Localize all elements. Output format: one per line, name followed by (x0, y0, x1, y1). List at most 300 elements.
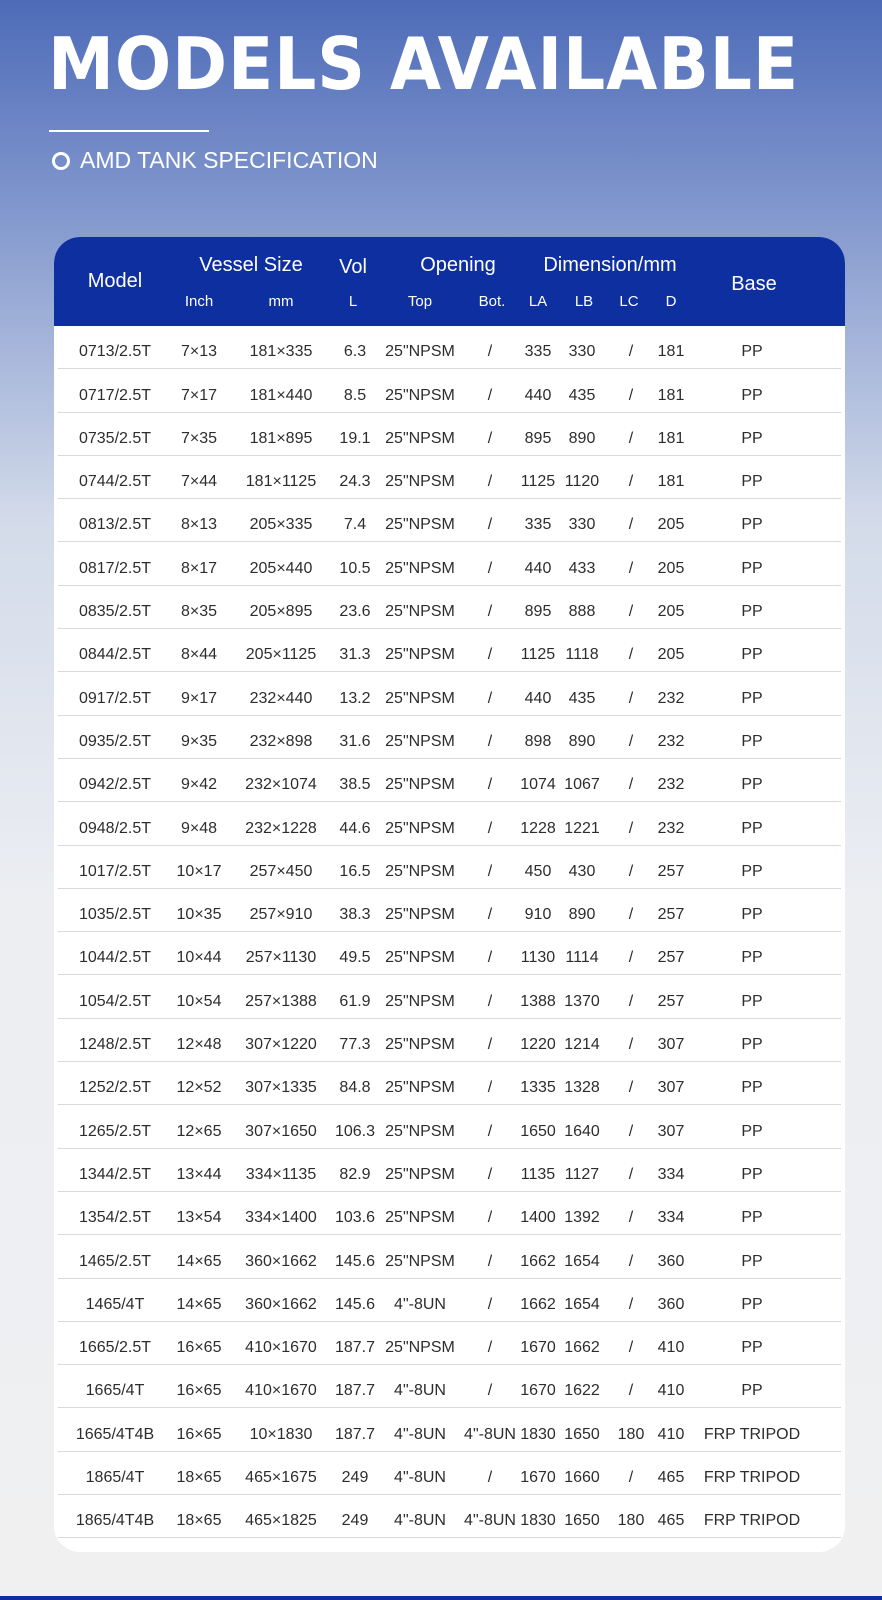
table-row (58, 1192, 841, 1235)
cell-lb: 1654 (564, 1295, 600, 1313)
cell-lb: 890 (568, 429, 596, 447)
cell-bot: / (487, 1209, 493, 1227)
cell-lb: 1650 (564, 1425, 600, 1443)
cell-bot: / (487, 1252, 493, 1270)
cell-la: 895 (524, 429, 552, 447)
cell-bot: / (487, 1165, 493, 1183)
cell-la: 1662 (520, 1295, 556, 1313)
cell-bot: / (487, 473, 493, 491)
cell-d: 232 (657, 732, 685, 750)
cell-model: 1265/2.5T (78, 1122, 152, 1140)
cell-la: 335 (524, 343, 552, 361)
cell-lc: / (628, 689, 634, 707)
bottom-accent-bar (0, 1596, 882, 1600)
cell-d: 465 (657, 1469, 685, 1487)
cell-top: 25"NPSM (385, 386, 455, 404)
cell-top: 4"-8UN (394, 1425, 446, 1443)
cell-bot: / (487, 1079, 493, 1097)
cell-bot: / (487, 1036, 493, 1054)
cell-model: 0744/2.5T (78, 473, 152, 491)
cell-mm: 360×1662 (245, 1295, 317, 1313)
cell-inch: 9×17 (180, 689, 218, 707)
cell-model: 1465/4T (85, 1295, 145, 1313)
cell-model: 1252/2.5T (78, 1079, 152, 1097)
cell-la: 440 (524, 386, 552, 404)
cell-lc: / (628, 1252, 634, 1270)
cell-model: 0835/2.5T (78, 603, 152, 621)
cell-lb: 1127 (564, 1165, 600, 1183)
cell-base: PP (741, 906, 763, 924)
cell-mm: 232×898 (249, 732, 313, 750)
cell-d: 334 (657, 1165, 685, 1183)
cell-lb: 1214 (564, 1036, 600, 1054)
cell-base: PP (741, 949, 763, 967)
cell-lb: 1328 (564, 1079, 600, 1097)
cell-lc: / (628, 949, 634, 967)
cell-top: 25"NPSM (385, 1209, 455, 1227)
cell-vol: 23.6 (339, 603, 371, 621)
cell-la: 1662 (520, 1252, 556, 1270)
cell-top: 25"NPSM (385, 906, 455, 924)
cell-model: 1665/4T4B (75, 1425, 155, 1443)
cell-mm: 465×1825 (245, 1512, 317, 1530)
cell-lc: / (628, 1079, 634, 1097)
cell-bot: 4"-8UN (464, 1512, 516, 1530)
cell-model: 1044/2.5T (78, 949, 152, 967)
cell-mm: 307×1335 (245, 1079, 317, 1097)
cell-lb: 1654 (564, 1252, 600, 1270)
cell-lb: 890 (568, 732, 596, 750)
cell-top: 25"NPSM (385, 559, 455, 577)
cell-lc: / (628, 906, 634, 924)
cell-mm: 257×1388 (245, 992, 317, 1010)
cell-lc: / (628, 1339, 634, 1357)
cell-la: 450 (524, 862, 552, 880)
cell-la: 1670 (520, 1339, 556, 1357)
cell-mm: 410×1670 (245, 1382, 317, 1400)
cell-base: PP (741, 559, 763, 577)
cell-d: 205 (657, 559, 685, 577)
cell-base: PP (741, 1382, 763, 1400)
cell-model: 1865/4T4B (75, 1512, 155, 1530)
cell-vol: 187.7 (334, 1339, 376, 1357)
cell-top: 4"-8UN (394, 1512, 446, 1530)
cell-vol: 82.9 (339, 1165, 371, 1183)
cell-vol: 145.6 (334, 1252, 376, 1270)
cell-inch: 16×65 (176, 1339, 222, 1357)
cell-top: 25"NPSM (385, 1252, 455, 1270)
cell-lb: 1120 (564, 473, 600, 491)
cell-mm: 181×895 (249, 429, 313, 447)
cell-base: FRP TRIPOD (703, 1469, 801, 1487)
cell-base: PP (741, 819, 763, 837)
table-row (58, 1365, 841, 1408)
cell-inch: 12×48 (176, 1036, 222, 1054)
table-row (58, 629, 841, 672)
cell-la: 1130 (520, 949, 556, 967)
table-row (58, 1149, 841, 1192)
cell-d: 257 (657, 949, 685, 967)
cell-lc: / (628, 559, 634, 577)
cell-model: 0717/2.5T (78, 386, 152, 404)
cell-top: 25"NPSM (385, 689, 455, 707)
cell-vol: 49.5 (339, 949, 371, 967)
header-vessel-size: Vessel Size (199, 254, 303, 276)
table-row (58, 1452, 841, 1495)
cell-lc: / (628, 992, 634, 1010)
cell-inch: 7×13 (180, 343, 218, 361)
cell-lb: 330 (568, 343, 596, 361)
cell-inch: 12×65 (176, 1122, 222, 1140)
cell-lb: 1392 (564, 1209, 600, 1227)
cell-lb: 1370 (564, 992, 600, 1010)
cell-lc: / (628, 386, 634, 404)
cell-lc: / (628, 429, 634, 447)
cell-inch: 10×44 (176, 949, 222, 967)
cell-top: 25"NPSM (385, 1122, 455, 1140)
cell-lc: / (628, 862, 634, 880)
cell-base: PP (741, 992, 763, 1010)
ring-bullet-icon (52, 152, 70, 170)
cell-d: 232 (657, 776, 685, 794)
cell-inch: 8×35 (180, 603, 218, 621)
table-row (58, 456, 841, 499)
cell-vol: 38.5 (339, 776, 371, 794)
cell-d: 360 (657, 1252, 685, 1270)
cell-la: 1670 (520, 1382, 556, 1400)
cell-base: PP (741, 386, 763, 404)
cell-lb: 1662 (564, 1339, 600, 1357)
header-model: Model (87, 270, 143, 292)
table-row (58, 802, 841, 845)
cell-base: FRP TRIPOD (703, 1512, 801, 1530)
subtitle-text: AMD TANK SPECIFICATION (80, 147, 378, 173)
cell-inch: 8×17 (180, 559, 218, 577)
cell-model: 0817/2.5T (78, 559, 152, 577)
cell-d: 205 (657, 516, 685, 534)
cell-vol: 10.5 (339, 559, 371, 577)
cell-base: PP (741, 1036, 763, 1054)
cell-top: 4"-8UN (394, 1469, 446, 1487)
cell-vol: 6.3 (343, 343, 367, 361)
cell-base: PP (741, 429, 763, 447)
cell-lc: / (628, 343, 634, 361)
cell-d: 410 (657, 1425, 685, 1443)
cell-top: 25"NPSM (385, 732, 455, 750)
cell-d: 205 (657, 603, 685, 621)
cell-vol: 31.6 (339, 732, 371, 750)
cell-top: 25"NPSM (385, 1079, 455, 1097)
cell-la: 1830 (520, 1512, 556, 1530)
cell-la: 895 (524, 603, 552, 621)
table-row (58, 846, 841, 889)
cell-vol: 187.7 (334, 1382, 376, 1400)
cell-base: FRP TRIPOD (703, 1425, 801, 1443)
cell-d: 257 (657, 862, 685, 880)
cell-d: 307 (657, 1122, 685, 1140)
cell-d: 410 (657, 1339, 685, 1357)
table-row (58, 975, 841, 1018)
cell-mm: 334×1400 (245, 1209, 317, 1227)
cell-vol: 61.9 (339, 992, 371, 1010)
cell-d: 307 (657, 1079, 685, 1097)
header-mm: mm (268, 293, 294, 310)
table-body (58, 326, 841, 1538)
table-row (58, 1408, 841, 1451)
cell-lb: 1660 (564, 1469, 600, 1487)
cell-vol: 44.6 (339, 819, 371, 837)
cell-la: 1220 (520, 1036, 556, 1054)
cell-top: 25"NPSM (385, 603, 455, 621)
table-row (58, 542, 841, 585)
cell-vol: 31.3 (339, 646, 371, 664)
cell-d: 257 (657, 906, 685, 924)
cell-inch: 8×13 (180, 516, 218, 534)
cell-base: PP (741, 1122, 763, 1140)
cell-inch: 18×65 (176, 1512, 222, 1530)
cell-top: 25"NPSM (385, 992, 455, 1010)
cell-lc: / (628, 1122, 634, 1140)
cell-base: PP (741, 1252, 763, 1270)
cell-bot: / (487, 906, 493, 924)
cell-lc: / (628, 776, 634, 794)
cell-mm: 181×1125 (245, 473, 317, 491)
cell-model: 0942/2.5T (78, 776, 152, 794)
cell-base: PP (741, 473, 763, 491)
cell-vol: 7.4 (343, 516, 367, 534)
cell-bot: 4"-8UN (464, 1425, 516, 1443)
cell-model: 0935/2.5T (78, 732, 152, 750)
cell-bot: / (487, 862, 493, 880)
cell-lc: / (628, 732, 634, 750)
cell-bot: / (487, 1122, 493, 1140)
cell-top: 25"NPSM (385, 1339, 455, 1357)
table-row (58, 1062, 841, 1105)
table-row (58, 1279, 841, 1322)
cell-lc: / (628, 1382, 634, 1400)
cell-mm: 360×1662 (245, 1252, 317, 1270)
cell-top: 25"NPSM (385, 1165, 455, 1183)
cell-inch: 12×52 (176, 1079, 222, 1097)
cell-la: 910 (524, 906, 552, 924)
cell-la: 1135 (520, 1165, 556, 1183)
header-lb: LB (574, 293, 594, 310)
header-base: Base (731, 273, 777, 295)
cell-bot: / (487, 343, 493, 361)
cell-mm: 257×1130 (245, 949, 317, 967)
cell-lb: 1650 (564, 1512, 600, 1530)
header-d: D (665, 293, 677, 310)
cell-lc: / (628, 1036, 634, 1054)
table-row (58, 1235, 841, 1278)
cell-mm: 307×1650 (245, 1122, 317, 1140)
cell-inch: 8×44 (180, 646, 218, 664)
cell-mm: 465×1675 (245, 1469, 317, 1487)
table-row (58, 759, 841, 802)
cell-lc: / (628, 646, 634, 664)
cell-la: 1125 (520, 473, 556, 491)
cell-mm: 232×440 (249, 689, 313, 707)
cell-top: 25"NPSM (385, 1036, 455, 1054)
cell-lc: / (628, 819, 634, 837)
cell-bot: / (487, 386, 493, 404)
cell-mm: 205×1125 (245, 646, 317, 664)
cell-la: 1400 (520, 1209, 556, 1227)
cell-vol: 19.1 (339, 429, 371, 447)
cell-top: 25"NPSM (385, 516, 455, 534)
cell-model: 1054/2.5T (78, 992, 152, 1010)
cell-lc: / (628, 603, 634, 621)
cell-lb: 1622 (564, 1382, 600, 1400)
table-row (58, 672, 841, 715)
table-row (58, 889, 841, 932)
cell-model: 1665/2.5T (78, 1339, 152, 1357)
cell-d: 307 (657, 1036, 685, 1054)
cell-mm: 410×1670 (245, 1339, 317, 1357)
cell-d: 181 (657, 429, 685, 447)
cell-vol: 24.3 (339, 473, 371, 491)
cell-top: 4"-8UN (394, 1295, 446, 1313)
table-row (58, 413, 841, 456)
cell-la: 1125 (520, 646, 556, 664)
cell-lb: 433 (568, 559, 596, 577)
cell-bot: / (487, 1339, 493, 1357)
cell-vol: 249 (341, 1469, 369, 1487)
cell-lc: / (628, 1295, 634, 1313)
cell-la: 1388 (520, 992, 556, 1010)
cell-lc: 180 (617, 1425, 645, 1443)
cell-inch: 13×44 (176, 1165, 222, 1183)
table-row (58, 369, 841, 412)
cell-base: PP (741, 1165, 763, 1183)
cell-model: 1035/2.5T (78, 906, 152, 924)
cell-lc: / (628, 1469, 634, 1487)
cell-inch: 9×35 (180, 732, 218, 750)
cell-bot: / (487, 949, 493, 967)
header-lc: LC (619, 293, 639, 310)
cell-lc: / (628, 473, 634, 491)
cell-la: 1228 (520, 819, 556, 837)
cell-lb: 888 (568, 603, 596, 621)
header-dimension: Dimension/mm (543, 254, 677, 276)
cell-vol: 77.3 (339, 1036, 371, 1054)
cell-vol: 187.7 (334, 1425, 376, 1443)
cell-mm: 181×335 (249, 343, 313, 361)
cell-base: PP (741, 1079, 763, 1097)
cell-bot: / (487, 732, 493, 750)
cell-d: 181 (657, 343, 685, 361)
header-opening: Opening (420, 254, 496, 276)
cell-top: 4"-8UN (394, 1382, 446, 1400)
cell-base: PP (741, 603, 763, 621)
cell-model: 1865/4T (85, 1469, 145, 1487)
header-l: L (348, 293, 358, 310)
cell-model: 1465/2.5T (78, 1252, 152, 1270)
cell-model: 1344/2.5T (78, 1165, 152, 1183)
cell-lb: 435 (568, 386, 596, 404)
cell-model: 1665/4T (85, 1382, 145, 1400)
cell-bot: / (487, 516, 493, 534)
cell-base: PP (741, 343, 763, 361)
cell-lc: / (628, 516, 634, 534)
cell-mm: 232×1074 (245, 776, 317, 794)
cell-d: 465 (657, 1512, 685, 1530)
cell-bot: / (487, 689, 493, 707)
cell-lb: 430 (568, 862, 596, 880)
cell-la: 440 (524, 689, 552, 707)
cell-model: 1248/2.5T (78, 1036, 152, 1054)
cell-vol: 106.3 (334, 1122, 376, 1140)
cell-lc: 180 (617, 1512, 645, 1530)
cell-d: 334 (657, 1209, 685, 1227)
cell-mm: 205×895 (249, 603, 313, 621)
cell-base: PP (741, 1295, 763, 1313)
cell-mm: 334×1135 (245, 1165, 317, 1183)
cell-model: 1354/2.5T (78, 1209, 152, 1227)
cell-vol: 13.2 (339, 689, 371, 707)
header-vol: Vol (339, 256, 367, 278)
cell-top: 25"NPSM (385, 776, 455, 794)
cell-base: PP (741, 689, 763, 707)
cell-inch: 10×54 (176, 992, 222, 1010)
cell-base: PP (741, 732, 763, 750)
cell-mm: 205×440 (249, 559, 313, 577)
cell-vol: 249 (341, 1512, 369, 1530)
cell-mm: 181×440 (249, 386, 313, 404)
cell-mm: 307×1220 (245, 1036, 317, 1054)
cell-inch: 7×17 (180, 386, 218, 404)
cell-top: 25"NPSM (385, 343, 455, 361)
cell-inch: 7×44 (180, 473, 218, 491)
cell-top: 25"NPSM (385, 949, 455, 967)
cell-model: 0735/2.5T (78, 429, 152, 447)
header-bot: Bot. (478, 293, 506, 310)
header-inch: Inch (184, 293, 214, 310)
cell-la: 440 (524, 559, 552, 577)
cell-bot: / (487, 819, 493, 837)
subtitle (52, 147, 378, 174)
header-la: LA (528, 293, 548, 310)
cell-model: 0844/2.5T (78, 646, 152, 664)
cell-lb: 890 (568, 906, 596, 924)
cell-vol: 84.8 (339, 1079, 371, 1097)
table-row (58, 499, 841, 542)
cell-lb: 330 (568, 516, 596, 534)
cell-bot: / (487, 992, 493, 1010)
cell-model: 0713/2.5T (78, 343, 152, 361)
cell-d: 257 (657, 992, 685, 1010)
cell-inch: 18×65 (176, 1469, 222, 1487)
table-row (58, 1105, 841, 1148)
cell-base: PP (741, 862, 763, 880)
cell-bot: / (487, 429, 493, 447)
cell-mm: 10×1830 (249, 1425, 313, 1443)
cell-bot: / (487, 776, 493, 794)
cell-bot: / (487, 1382, 493, 1400)
cell-lb: 1067 (564, 776, 600, 794)
cell-vol: 38.3 (339, 906, 371, 924)
cell-base: PP (741, 646, 763, 664)
cell-d: 410 (657, 1382, 685, 1400)
cell-vol: 16.5 (339, 862, 371, 880)
cell-inch: 9×42 (180, 776, 218, 794)
table-header (54, 237, 845, 326)
cell-mm: 257×450 (249, 862, 313, 880)
cell-bot: / (487, 559, 493, 577)
cell-bot: / (487, 1295, 493, 1313)
cell-top: 25"NPSM (385, 646, 455, 664)
cell-bot: / (487, 646, 493, 664)
